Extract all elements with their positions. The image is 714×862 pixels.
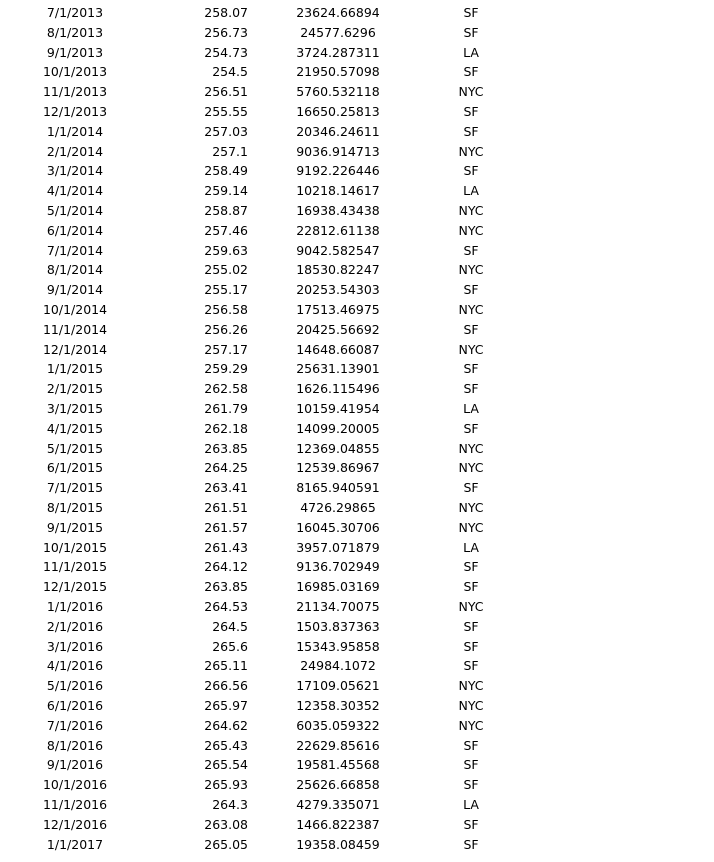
value-cell[interactable]: 16938.43438 [296, 203, 380, 218]
table-row [0, 458, 714, 478]
value-cell[interactable]: 22629.85616 [296, 737, 380, 753]
city-cell[interactable]: NYC [458, 717, 484, 733]
table-row [0, 696, 714, 716]
date-cell[interactable]: 8/1/2015 [46, 500, 104, 515]
date-cell[interactable]: 8/1/2013 [46, 24, 104, 40]
table-row [0, 340, 714, 360]
table-row [0, 280, 714, 300]
price-cell[interactable]: 265.93 [204, 777, 248, 793]
price-cell[interactable]: 265.05 [204, 836, 248, 852]
table-row [0, 656, 714, 676]
date-cell[interactable]: 12/1/2016 [42, 816, 108, 832]
value-cell[interactable]: 14648.66087 [296, 341, 380, 357]
city-cell[interactable]: SF [463, 381, 479, 397]
table-row [0, 577, 714, 597]
table-row [0, 815, 714, 835]
value-cell[interactable]: 16650.25813 [296, 104, 380, 119]
date-cell[interactable]: 10/1/2013 [42, 64, 108, 80]
table-row [0, 161, 714, 181]
price-cell[interactable]: 265.97 [204, 698, 248, 713]
city-cell[interactable]: SF [463, 242, 479, 258]
city-cell[interactable]: SF [463, 123, 479, 139]
price-cell[interactable]: 258.07 [204, 5, 248, 20]
price-cell[interactable]: 263.85 [204, 579, 248, 595]
date-cell[interactable]: 5/1/2014 [46, 203, 104, 218]
table-row [0, 775, 714, 795]
price-cell[interactable]: 264.3 [212, 797, 248, 812]
table-row [0, 597, 714, 617]
date-cell[interactable]: 9/1/2016 [46, 757, 104, 773]
city-cell[interactable]: NYC [458, 203, 484, 218]
date-cell[interactable]: 4/1/2014 [46, 183, 104, 199]
price-cell[interactable]: 257.17 [204, 341, 248, 357]
value-cell[interactable]: 9042.582547 [296, 242, 380, 258]
city-cell[interactable]: LA [463, 797, 479, 812]
value-cell[interactable]: 3724.287311 [296, 44, 380, 60]
city-cell[interactable]: LA [463, 539, 479, 555]
value-cell[interactable]: 1626.115496 [296, 381, 380, 397]
price-cell[interactable]: 254.5 [212, 64, 248, 80]
value-cell[interactable]: 23624.66894 [296, 5, 380, 20]
city-cell[interactable]: LA [463, 401, 479, 416]
date-cell[interactable]: 6/1/2014 [46, 222, 104, 238]
city-cell[interactable]: SF [463, 737, 479, 753]
table-row [0, 241, 714, 261]
price-cell[interactable]: 265.11 [204, 658, 248, 674]
value-cell[interactable]: 21134.70075 [296, 599, 380, 614]
table-row [0, 122, 714, 142]
city-cell[interactable]: NYC [458, 341, 484, 357]
city-cell[interactable]: NYC [458, 262, 484, 278]
city-cell[interactable]: SF [463, 757, 479, 773]
date-cell[interactable]: 11/1/2013 [42, 84, 108, 100]
city-cell[interactable]: NYC [458, 440, 484, 456]
price-cell[interactable]: 257.46 [204, 222, 248, 238]
city-cell[interactable]: SF [463, 559, 479, 575]
price-cell[interactable]: 264.62 [204, 717, 248, 733]
date-cell[interactable]: 7/1/2016 [46, 717, 104, 733]
value-cell[interactable]: 10218.14617 [296, 183, 380, 199]
value-cell[interactable]: 25626.66858 [296, 777, 380, 793]
price-cell[interactable]: 257.1 [212, 143, 248, 159]
city-cell[interactable]: SF [463, 836, 479, 852]
date-cell[interactable]: 6/1/2016 [46, 698, 104, 713]
price-cell[interactable]: 255.02 [204, 262, 248, 278]
value-cell[interactable]: 9192.226446 [296, 163, 380, 179]
city-cell[interactable]: LA [463, 183, 479, 199]
city-cell[interactable]: SF [463, 24, 479, 40]
price-cell[interactable]: 256.51 [204, 84, 248, 100]
table-row [0, 181, 714, 201]
date-cell[interactable]: 6/1/2015 [46, 460, 104, 476]
value-cell[interactable]: 20346.24611 [296, 123, 380, 139]
value-cell[interactable]: 16985.03169 [296, 579, 380, 595]
date-cell[interactable]: 3/1/2014 [46, 163, 104, 179]
value-cell[interactable]: 16045.30706 [296, 519, 380, 535]
date-cell[interactable]: 11/1/2015 [42, 559, 108, 575]
value-cell[interactable]: 1466.822387 [296, 816, 380, 832]
city-cell[interactable]: SF [463, 321, 479, 337]
table-row [0, 736, 714, 756]
date-cell[interactable]: 11/1/2016 [42, 797, 108, 812]
date-cell[interactable]: 12/1/2014 [42, 341, 108, 357]
value-cell[interactable]: 20253.54303 [296, 282, 380, 298]
city-cell[interactable]: SF [463, 816, 479, 832]
price-cell[interactable]: 263.08 [204, 816, 248, 832]
table-row [0, 835, 714, 855]
table-row [0, 557, 714, 577]
date-cell[interactable]: 10/1/2014 [42, 302, 108, 317]
city-cell[interactable]: LA [463, 44, 479, 60]
date-cell[interactable]: 10/1/2015 [42, 539, 108, 555]
table-row [0, 201, 714, 221]
price-cell[interactable]: 256.73 [204, 24, 248, 40]
table-row [0, 478, 714, 498]
date-cell[interactable]: 9/1/2014 [46, 282, 104, 298]
date-cell[interactable]: 12/1/2013 [42, 104, 108, 119]
city-cell[interactable]: SF [463, 5, 479, 20]
price-cell[interactable]: 266.56 [204, 678, 248, 694]
value-cell[interactable]: 19581.45568 [296, 757, 380, 773]
price-cell[interactable]: 255.55 [204, 104, 248, 119]
value-cell[interactable]: 24577.6296 [300, 24, 376, 40]
price-cell[interactable]: 265.54 [204, 757, 248, 773]
city-cell[interactable]: NYC [458, 84, 484, 100]
table-row [0, 142, 714, 162]
price-cell[interactable]: 254.73 [204, 44, 248, 60]
date-cell[interactable]: 5/1/2015 [46, 440, 104, 456]
value-cell[interactable]: 4279.335071 [296, 797, 380, 812]
value-cell[interactable]: 22812.61138 [296, 222, 380, 238]
table-row [0, 300, 714, 320]
date-cell[interactable]: 1/1/2014 [46, 123, 104, 139]
price-cell[interactable]: 263.41 [204, 480, 248, 496]
date-cell[interactable]: 7/1/2015 [46, 480, 104, 496]
city-cell[interactable]: SF [463, 618, 479, 634]
table-row [0, 755, 714, 775]
date-cell[interactable]: 4/1/2016 [46, 658, 104, 674]
date-cell[interactable]: 2/1/2014 [46, 143, 104, 159]
price-cell[interactable]: 258.87 [204, 203, 248, 218]
value-cell[interactable]: 3957.071879 [296, 539, 380, 555]
price-cell[interactable]: 259.14 [204, 183, 248, 199]
table-row [0, 379, 714, 399]
price-cell[interactable]: 258.49 [204, 163, 248, 179]
date-cell[interactable]: 8/1/2016 [46, 737, 104, 753]
table-row [0, 102, 714, 122]
table-row [0, 320, 714, 340]
price-cell[interactable]: 265.6 [212, 638, 248, 654]
table-row [0, 795, 714, 815]
date-cell[interactable]: 1/1/2017 [46, 836, 104, 852]
city-cell[interactable]: NYC [458, 599, 484, 614]
city-cell[interactable]: NYC [458, 460, 484, 476]
date-cell[interactable]: 9/1/2015 [46, 519, 104, 535]
price-cell[interactable]: 256.26 [204, 321, 248, 337]
price-cell[interactable]: 264.25 [204, 460, 248, 476]
table-row [0, 359, 714, 379]
city-cell[interactable]: NYC [458, 500, 484, 515]
value-cell[interactable]: 14099.20005 [296, 420, 380, 436]
city-cell[interactable]: NYC [458, 143, 484, 159]
price-cell[interactable]: 262.18 [204, 420, 248, 436]
price-cell[interactable]: 261.79 [204, 401, 248, 416]
table-row [0, 260, 714, 280]
table-row [0, 23, 714, 43]
price-cell[interactable]: 261.51 [204, 500, 248, 515]
table-row [0, 498, 714, 518]
value-cell[interactable]: 25631.13901 [296, 361, 380, 377]
table-row [0, 538, 714, 558]
city-cell[interactable]: SF [463, 579, 479, 595]
value-cell[interactable]: 18530.82247 [296, 262, 380, 278]
city-cell[interactable]: SF [463, 777, 479, 793]
date-cell[interactable]: 7/1/2013 [46, 5, 104, 20]
city-cell[interactable]: SF [463, 163, 479, 179]
value-cell[interactable]: 19358.08459 [296, 836, 380, 852]
price-cell[interactable]: 256.58 [204, 302, 248, 317]
price-cell[interactable]: 255.17 [204, 282, 248, 298]
price-cell[interactable]: 261.57 [204, 519, 248, 535]
price-cell[interactable]: 264.5 [212, 618, 248, 634]
date-cell[interactable]: 5/1/2016 [46, 678, 104, 694]
city-cell[interactable]: SF [463, 420, 479, 436]
date-cell[interactable]: 11/1/2014 [42, 321, 108, 337]
table-row [0, 82, 714, 102]
city-cell[interactable]: SF [463, 658, 479, 674]
table-row [0, 221, 714, 241]
table-row [0, 439, 714, 459]
value-cell[interactable]: 4726.29865 [300, 500, 376, 515]
price-cell[interactable]: 257.03 [204, 123, 248, 139]
city-cell[interactable]: SF [463, 282, 479, 298]
city-cell[interactable]: NYC [458, 302, 484, 317]
city-cell[interactable]: NYC [458, 222, 484, 238]
table-row [0, 518, 714, 538]
date-cell[interactable]: 8/1/2014 [46, 262, 104, 278]
table-row [0, 419, 714, 439]
value-cell[interactable]: 24984.1072 [300, 658, 376, 674]
table-row [0, 676, 714, 696]
value-cell[interactable]: 12358.30352 [296, 698, 380, 713]
city-cell[interactable]: SF [463, 64, 479, 80]
date-cell[interactable]: 1/1/2015 [46, 361, 104, 377]
value-cell[interactable]: 15343.95858 [296, 638, 380, 654]
table-row [0, 3, 714, 23]
value-cell[interactable]: 10159.41954 [296, 401, 380, 416]
price-cell[interactable]: 259.29 [204, 361, 248, 377]
date-cell[interactable]: 3/1/2015 [46, 401, 104, 416]
value-cell[interactable]: 8165.940591 [296, 480, 380, 496]
date-cell[interactable]: 12/1/2015 [42, 579, 108, 595]
value-cell[interactable]: 17513.46975 [296, 302, 380, 317]
value-cell[interactable]: 21950.57098 [296, 64, 380, 80]
date-cell[interactable]: 4/1/2015 [46, 420, 104, 436]
value-cell[interactable]: 12539.86967 [296, 460, 380, 476]
date-cell[interactable]: 9/1/2013 [46, 44, 104, 60]
value-cell[interactable]: 1503.837363 [296, 618, 380, 634]
date-cell[interactable]: 10/1/2016 [42, 777, 108, 793]
date-cell[interactable]: 7/1/2014 [46, 242, 104, 258]
city-cell[interactable]: NYC [458, 698, 484, 713]
table-row [0, 617, 714, 637]
table-row [0, 637, 714, 657]
city-cell[interactable]: SF [463, 361, 479, 377]
table-row [0, 62, 714, 82]
date-cell[interactable]: 3/1/2016 [46, 638, 104, 654]
price-cell[interactable]: 264.53 [204, 599, 248, 614]
price-cell[interactable]: 264.12 [204, 559, 248, 575]
price-cell[interactable]: 265.43 [204, 737, 248, 753]
value-cell[interactable]: 5760.532118 [296, 84, 380, 100]
value-cell[interactable]: 12369.04855 [296, 440, 380, 456]
date-cell[interactable]: 1/1/2016 [46, 599, 104, 614]
price-cell[interactable]: 262.58 [204, 381, 248, 397]
table-row [0, 716, 714, 736]
table-row [0, 399, 714, 419]
city-cell[interactable]: SF [463, 638, 479, 654]
date-cell[interactable]: 2/1/2015 [46, 381, 104, 397]
value-cell[interactable]: 20425.56692 [296, 321, 380, 337]
city-cell[interactable]: SF [463, 104, 479, 119]
price-cell[interactable]: 261.43 [204, 539, 248, 555]
value-cell[interactable]: 9136.702949 [296, 559, 380, 575]
value-cell[interactable]: 17109.05621 [296, 678, 380, 694]
date-cell[interactable]: 2/1/2016 [46, 618, 104, 634]
value-cell[interactable]: 9036.914713 [296, 143, 380, 159]
table-row [0, 43, 714, 63]
price-cell[interactable]: 259.63 [204, 242, 248, 258]
price-cell[interactable]: 263.85 [204, 440, 248, 456]
value-cell[interactable]: 6035.059322 [296, 717, 380, 733]
city-cell[interactable]: NYC [458, 519, 484, 535]
city-cell[interactable]: SF [463, 480, 479, 496]
city-cell[interactable]: NYC [458, 678, 484, 694]
